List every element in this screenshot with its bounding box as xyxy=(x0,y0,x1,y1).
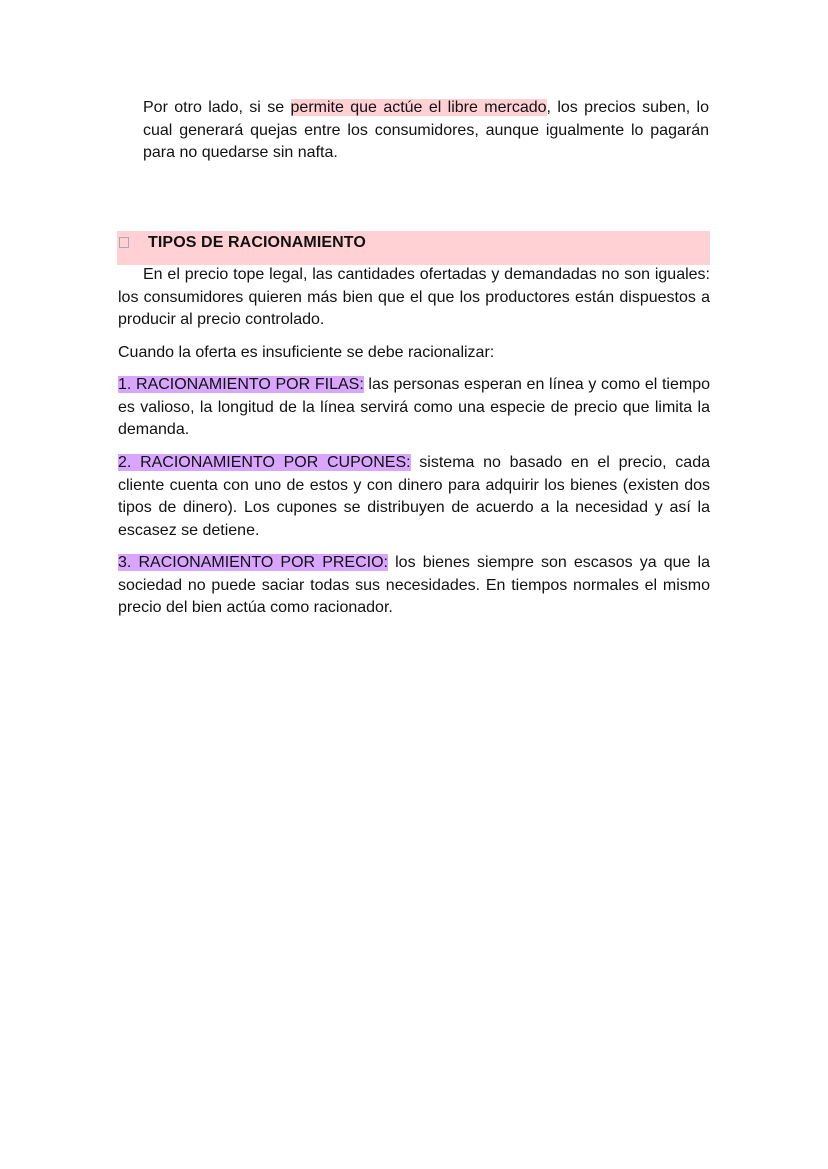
intro-text-after: , los precios suben, lo cual generará quejas entre los consumidores, aunque igualmente lo pagarán para no quedarse sin nafta. xyxy=(143,99,710,161)
rationing-description: los bienes siempre son escasos ya que la sociedad no puede saciar todas sus necesidades. En tiempos normales el mismo precio del bien actúa como racionador. xyxy=(118,554,711,616)
rationing-item-cupones xyxy=(118,452,710,542)
intro-highlight: permite que actúe el libre mercado xyxy=(290,99,547,116)
rationing-term: 2. RACIONAMIENTO POR CUPONES: xyxy=(118,454,411,471)
section-lead-paragraph: Cuando la oferta es insuficiente se debe racionalizar: xyxy=(118,344,495,361)
intro-text-before: Por otro lado, si se xyxy=(143,99,291,116)
section-heading: TIPOS DE RACIONAMIENTO xyxy=(148,234,366,251)
section-intro-paragraph: En el precio tope legal, las cantidades ofertadas y demandadas no son iguales: los consumidores quieren más bien que el que los productores están dispuestos a producir al precio controlado. xyxy=(118,266,710,328)
rationing-description: sistema no basado en el precio, cada cliente cuenta con uno de estos y con dinero para adquirir los bienes (existen dos tipos de dinero). Los cupones se distribuyen de acuerdo a la necesidad y así la escasez se detiene. xyxy=(118,454,711,539)
rationing-term: 3. RACIONAMIENTO POR PRECIO: xyxy=(118,554,388,571)
rationing-term: 1. RACIONAMIENTO POR FILAS: xyxy=(118,376,364,393)
rationing-item-precio xyxy=(118,552,710,620)
rationing-item-filas xyxy=(118,374,710,442)
bullet-box-icon xyxy=(119,237,129,248)
rationing-description: las personas esperan en línea y como el tiempo es valioso, la longitud de la línea servirá como una especie de precio que limita la demanda. xyxy=(118,376,710,438)
intro-paragraph xyxy=(143,97,709,165)
